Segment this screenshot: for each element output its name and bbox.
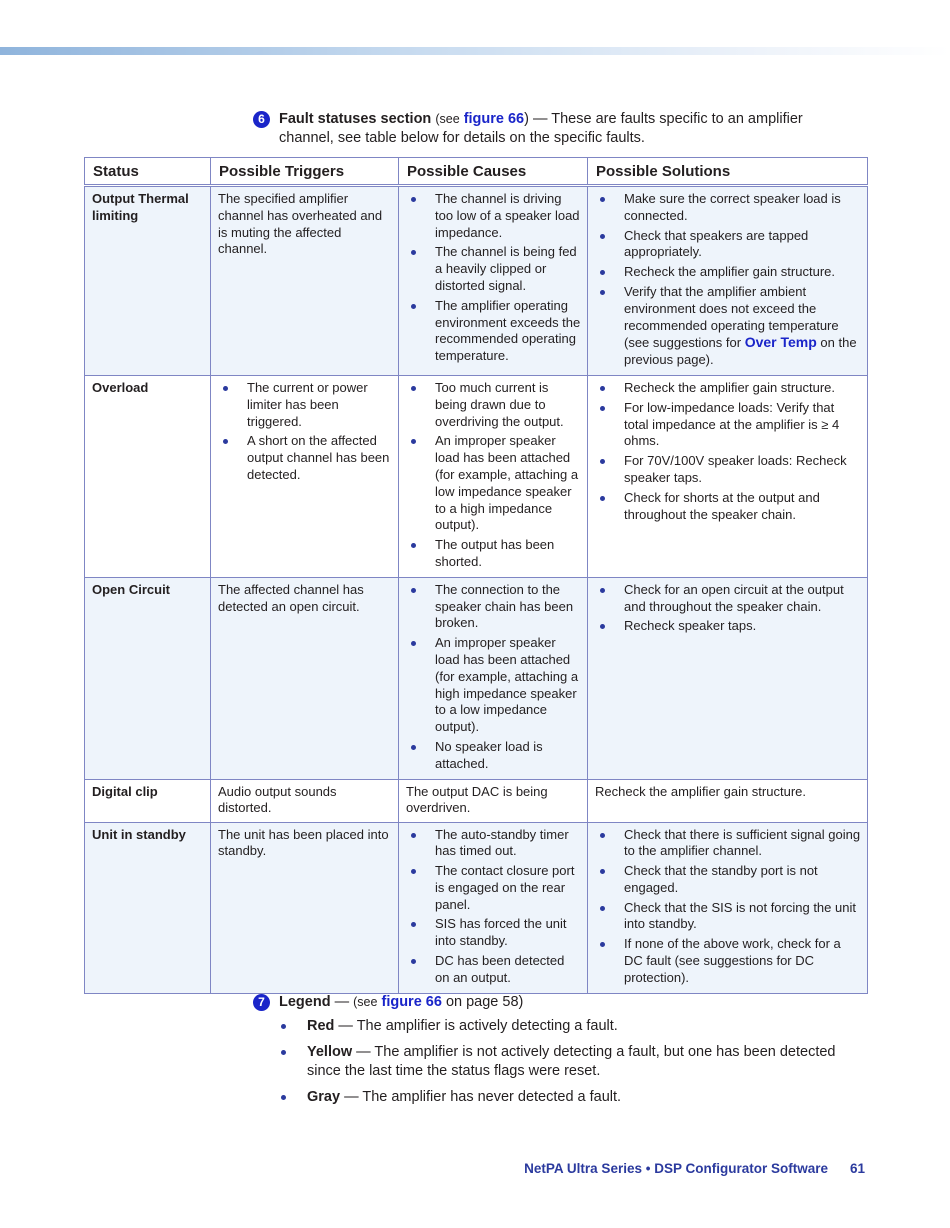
- legend-text: — The amplifier has never detected a fault.: [340, 1089, 622, 1105]
- bullet-icon: [281, 1095, 286, 1100]
- cause-cell: The output DAC is being overdriven.: [399, 779, 588, 822]
- list-item: SIS has forced the unit into standby.: [406, 916, 581, 950]
- list-item: [595, 284, 861, 369]
- page-footer: [524, 1161, 865, 1176]
- list-item: The current or power limiter has been triggered.: [218, 380, 392, 430]
- legend-text: — The amplifier is not actively detecting a fault, but one has been detected since the last time the status flags were reset.: [307, 1044, 836, 1079]
- list-item: The output has been shorted.: [406, 537, 581, 571]
- table-header-row: [85, 158, 868, 186]
- list-item: The connection to the speaker chain has been broken.: [406, 582, 581, 632]
- cause-cell: [399, 822, 588, 993]
- list-item: Check for shorts at the output and throughout the speaker chain.: [595, 490, 861, 524]
- see-prefix: (see: [353, 995, 378, 1009]
- see-suffix: ): [524, 111, 529, 127]
- list-item: For low-impedance loads: Verify that total impedance at the amplifier is ≥ 4 ohms.: [595, 400, 861, 450]
- section-6-intro: [279, 110, 859, 148]
- legend-label: Red: [307, 1018, 335, 1034]
- list-item: The amplifier operating environment exceeds the recommended operating temperature.: [406, 298, 581, 365]
- section-6-text: — These are faults specific to an amplifier channel, see table below for details on the specific faults.: [279, 111, 803, 146]
- table-row: [85, 375, 868, 577]
- legend-item-yellow: [279, 1043, 869, 1081]
- bullet-icon: [281, 1050, 286, 1055]
- status-cell: Digital clip: [85, 779, 211, 822]
- solution-text: Verify that the amplifier ambient environment does not exceed the recommended operating temperature (see suggestions for: [624, 283, 839, 351]
- over-temp-link[interactable]: Over Temp: [744, 334, 817, 351]
- status-cell: Output Thermal limiting: [85, 186, 211, 376]
- status-cell: Overload: [85, 375, 211, 577]
- step-7-badge: 7: [253, 994, 270, 1011]
- solution-text: on the previous page).: [624, 335, 857, 368]
- status-cell: Open Circuit: [85, 577, 211, 779]
- cause-cell: [399, 577, 588, 779]
- header-status: Status: [85, 158, 211, 186]
- section-7-heading: [279, 993, 859, 1012]
- cause-cell: [399, 186, 588, 376]
- page-number: 61: [849, 1161, 865, 1176]
- list-item: Check that speakers are tapped appropriately.: [595, 228, 861, 262]
- table-row: [85, 779, 868, 822]
- cause-cell: [399, 375, 588, 577]
- solution-cell: Recheck the amplifier gain structure.: [588, 779, 868, 822]
- list-item: Check that there is sufficient signal going to the amplifier channel.: [595, 827, 861, 861]
- header-causes: Possible Causes: [399, 158, 588, 186]
- list-item: DC has been detected on an output.: [406, 953, 581, 987]
- step-6-badge: 6: [253, 111, 270, 128]
- legend-dash: —: [330, 994, 354, 1010]
- list-item: Recheck the amplifier gain structure.: [595, 264, 861, 281]
- table-row: [85, 186, 868, 376]
- bullet-icon: [281, 1024, 286, 1029]
- list-item: The channel is driving too low of a speaker load impedance.: [406, 191, 581, 241]
- list-item: Check for an open circuit at the output and throughout the speaker chain.: [595, 582, 861, 616]
- solution-cell: [588, 186, 868, 376]
- trigger-cell: [211, 375, 399, 577]
- list-item: No speaker load is attached.: [406, 739, 581, 773]
- legend-item-gray: [279, 1088, 869, 1107]
- figure-66-link[interactable]: figure 66: [381, 994, 442, 1010]
- legend-label: Gray: [307, 1089, 341, 1105]
- trigger-cell: The affected channel has detected an open circuit.: [211, 577, 399, 779]
- list-item: The channel is being fed a heavily clipped or distorted signal.: [406, 244, 581, 294]
- list-item: The contact closure port is engaged on the rear panel.: [406, 863, 581, 913]
- status-cell: Unit in standby: [85, 822, 211, 993]
- see-prefix: (see: [435, 112, 460, 126]
- list-item: Too much current is being drawn due to overdriving the output.: [406, 380, 581, 430]
- solution-cell: [588, 822, 868, 993]
- section-6-title: Fault statuses section: [279, 111, 432, 127]
- list-item: Make sure the correct speaker load is connected.: [595, 191, 861, 225]
- list-item: For 70V/100V speaker loads: Recheck speaker taps.: [595, 453, 861, 487]
- list-item: Recheck the amplifier gain structure.: [595, 380, 861, 397]
- list-item: An improper speaker load has been attached (for example, attaching a high impedance speaker to a low impedance output).: [406, 635, 581, 736]
- list-item: Check that the SIS is not forcing the unit into standby.: [595, 900, 861, 934]
- list-item: Recheck speaker taps.: [595, 618, 861, 635]
- trigger-cell: The specified amplifier channel has overheated and is muting the affected channel.: [211, 186, 399, 376]
- table-row: [85, 577, 868, 779]
- legend-item-red: [279, 1017, 869, 1036]
- figure-66-link[interactable]: figure 66: [463, 111, 525, 127]
- list-item: An improper speaker load has been attached (for example, attaching a low impedance speaker to a high impedance output).: [406, 433, 581, 534]
- fault-status-table: [84, 157, 868, 994]
- solution-cell: [588, 375, 868, 577]
- list-item: Check that the standby port is not engaged.: [595, 863, 861, 897]
- legend-text: — The amplifier is actively detecting a fault.: [334, 1018, 618, 1034]
- legend-label: Yellow: [307, 1044, 353, 1060]
- legend-list: [279, 1017, 869, 1114]
- footer-title: NetPA Ultra Series • DSP Configurator Software: [524, 1161, 828, 1176]
- list-item: If none of the above work, check for a DC fault (see suggestions for DC protection).: [595, 936, 861, 986]
- list-item: The auto-standby timer has timed out.: [406, 827, 581, 861]
- see-suffix: on page 58): [445, 994, 524, 1010]
- solution-cell: [588, 577, 868, 779]
- section-7-title: Legend: [279, 994, 331, 1010]
- header-solutions: Possible Solutions: [588, 158, 868, 186]
- list-item: A short on the affected output channel has been detected.: [218, 433, 392, 483]
- trigger-cell: The unit has been placed into standby.: [211, 822, 399, 993]
- header-band: [0, 47, 950, 55]
- trigger-cell: Audio output sounds distorted.: [211, 779, 399, 822]
- header-triggers: Possible Triggers: [211, 158, 399, 186]
- table-row: [85, 822, 868, 993]
